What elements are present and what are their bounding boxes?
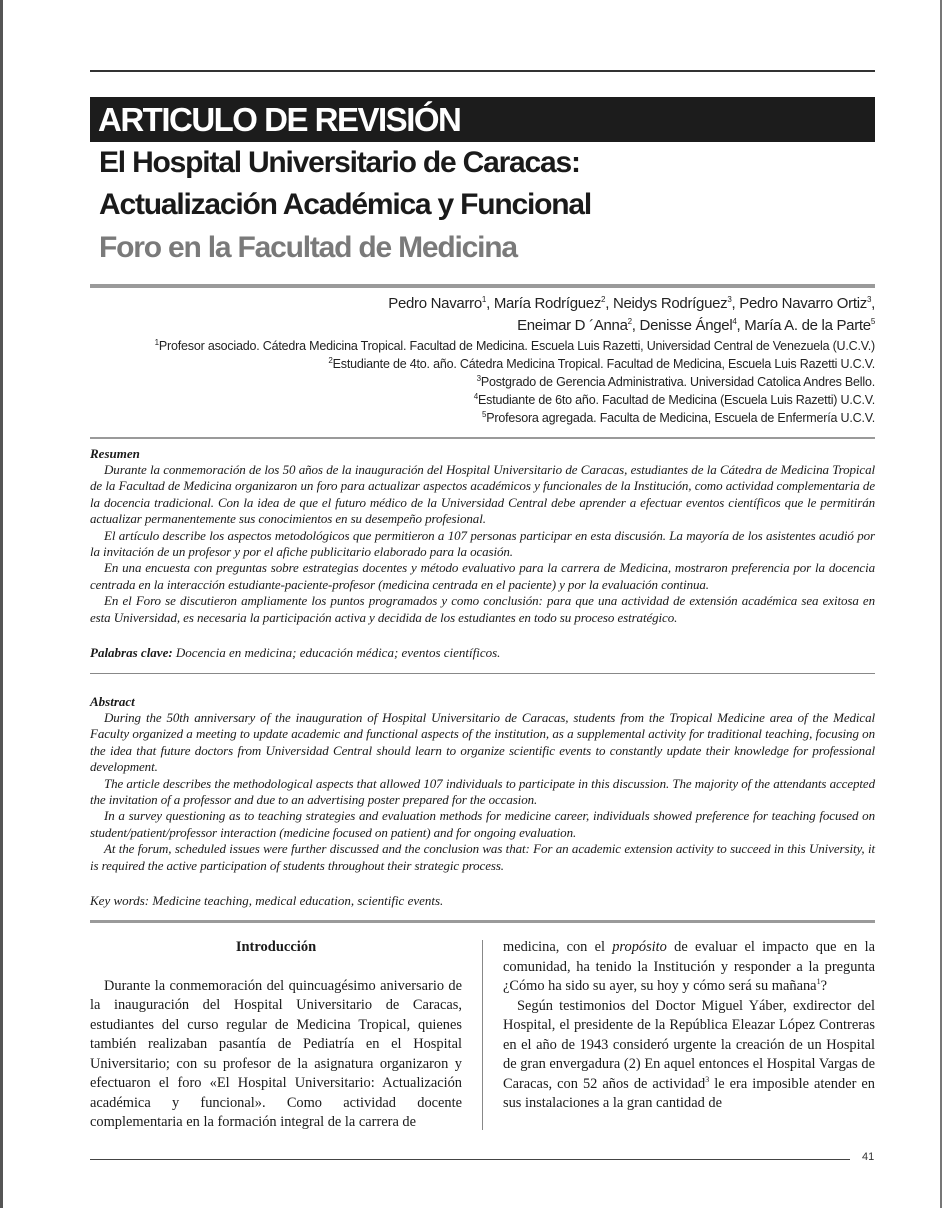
- left-column: [90, 938, 462, 1133]
- affiliation-5: $^5$Profesora agregada. Faculta de Medicina, Escuela de Enfermería U.C.V.: [482, 409, 875, 425]
- resumen-body: [90, 462, 875, 626]
- subtitle: Foro en la Facultad de Medicina: [99, 231, 517, 264]
- title-line-1: El Hospital Universitario de Caracas:: [99, 146, 580, 179]
- page-frame-left: [0, 0, 3, 1208]
- page-number: 41: [862, 1151, 875, 1163]
- header-rule: [90, 70, 875, 72]
- abstract-paragraph: The article describes the methodological aspects that allowed 107 individuals to participate in this discussion. The majority of the attendants accepted the invitation of a professor and due to an advertising poster prepared for the occasion.: [90, 775, 875, 808]
- resumen-heading: Resumen: [90, 446, 140, 461]
- intro-heading: Introducción: [235, 939, 317, 955]
- body-rule: [90, 920, 875, 923]
- affiliation-2: $^2$Estudiante de 4to. año. Cátedra Medicina Tropical. Facultad de Medicina, Escuela Luis Razetti U.C.V.: [328, 355, 875, 371]
- abstract-paragraph: During the 50th anniversary of the inauguration of Hospital Universitario de Caracas, students from the Tropical Medicine area of the Medical Faculty organized a meeting to update academic and functional aspects of the institution, as a supplemental activity for traditional teaching, focusing on the idea that future doctors from Universidad Central should learn to organize scientific events to constantly update their knowledge for professional development.: [90, 710, 875, 775]
- resumen-rule: [90, 437, 875, 439]
- author: María Rodríguez: [493, 295, 602, 312]
- resumen-paragraph: Durante la conmemoración de los 50 años de la inauguración del Hospital Universitario de Caracas, estudiantes de la Cátedra de Medicina Tropical de la Facultad de Medicina organizaron un foro para actualizar aspectos académicos y funcionales de la Institución, como actividad complementaria de la docencia tradicional. Con la idea de que el futuro médico de la Universidad Central debe aprender a efectuar eventos científicos que le permitirán actualizar permanentemente sus conocimientos en su desempeño profesional.: [90, 462, 875, 527]
- footer-rule: [90, 1159, 850, 1160]
- right-column: [503, 938, 875, 1114]
- title-rule: [90, 284, 875, 288]
- resumen-paragraph: El artículo describe los aspectos metodológicos que permitieron a 107 personas participar en esta discusión. La mayoría de los asistentes acudió por la invitación de un profesor y por el afiche publicitario elaborado para la ocasión.: [90, 527, 875, 560]
- resumen-keywords: Palabras clave: Docencia en medicina; educación médica; eventos científicos.: [90, 645, 501, 660]
- body-paragraph: Durante la conmemoración del quincuagésimo aniversario de la inauguración del Hospital Universitario de Caracas, estudiantes del curso regular de Medicina Tropical, quienes también realizaban pasantía de Pediatría en el Hospital Universitario; con su profesor de la asignatura organizaron y efectuaron el foro «El Hospital Universitario: Actualización académica y funcional». Como actividad docente complementaria en la formación integral de la carrera de: [90, 977, 462, 1130]
- author: María A. de la Parte: [744, 317, 871, 334]
- affiliation-4: $^4$Estudiante de 6to año. Facultad de Medicina (Escuela Luis Razetti) U.C.V.: [473, 391, 875, 407]
- author: Denisse Ángel: [639, 317, 733, 334]
- author: Neidys Rodríguez: [612, 295, 728, 312]
- abstract-body: [90, 710, 875, 874]
- title-line-2: Actualización Académica y Funcional: [99, 188, 592, 221]
- abstract-paragraph: In a survey questioning as to teaching strategies and evaluation methods for medicine career, individuals showed preference for teaching focused on student/patient/professor interaction (medicine focused on patient) and for ongoing evaluation.: [90, 808, 875, 840]
- author: Eneimar D ´Anna: [517, 317, 628, 334]
- section-label: ARTICULO DE REVISIÓN: [90, 97, 875, 142]
- author: Pedro Navarro Ortiz: [739, 295, 867, 312]
- authors-line-2: Eneimar D ´Anna$^2$, Denisse Ángel$^4$, María A. de la Parte$^5$: [517, 317, 875, 334]
- authors-line-1: Pedro Navarro$^1$, María Rodríguez$^2$, Neidys Rodríguez$^3$, Pedro Navarro Ortiz$^3$,: [388, 295, 875, 312]
- affiliation-3: $^3$Postgrado de Gerencia Administrativa. Universidad Catolica Andres Bello.: [476, 373, 875, 389]
- abstract-keywords: Key words: Medicine teaching, medical education, scientific events.: [90, 893, 444, 908]
- abstract-heading: Abstract: [90, 694, 135, 709]
- author: Pedro Navarro: [388, 295, 482, 312]
- body-paragraph: Según testimonios del Doctor Miguel Yáber, exdirector del Hospital, el presidente de la República Eleazar López Contreras en el año de 1943 consideró urgente la creación de un Hospital de gran envergadura (2) En aquel entonces el Hospital Vargas de Caracas, con 52 años de actividad$^3$ le era imposible atender en sus instalaciones a la gran cantidad de: [503, 997, 875, 1111]
- affiliation-1: $^1$Profesor asociado. Cátedra Medicina Tropical. Facultad de Medicina. Escuela Luis Razetti, Universidad Central de Venezuela (U.C.V.): [154, 337, 875, 353]
- resumen-paragraph: En el Foro se discutieron ampliamente los puntos programados y como conclusión: para que una actividad de extensión académica sea exitosa en esta Universidad, es necesaria la participación activa y decidida de los estudiantes en todo su proceso estratégico.: [90, 593, 875, 625]
- body-paragraph: medicina, con el propósito de evaluar el impacto que en la comunidad, ha tenido la Institución y responder a la pregunta ¿Cómo ha sido su ayer, su hoy y cómo será su mañana$^1$?: [503, 939, 875, 994]
- resumen-paragraph: En una encuesta con preguntas sobre estrategias docentes y método evaluativo para la carrera de Medicina, mostraron preferencia por la docencia centrada en la interacción estudiante-paciente-profesor (medicina centrada en el paciente) y por la evaluación continua.: [90, 560, 875, 592]
- abstract-rule: [90, 673, 875, 674]
- column-separator: [482, 940, 483, 1130]
- abstract-paragraph: At the forum, scheduled issues were further discussed and the conclusion was that: For an academic extension activity to succeed in this University, it is required the active participation of students throughout their strategic process.: [90, 841, 875, 873]
